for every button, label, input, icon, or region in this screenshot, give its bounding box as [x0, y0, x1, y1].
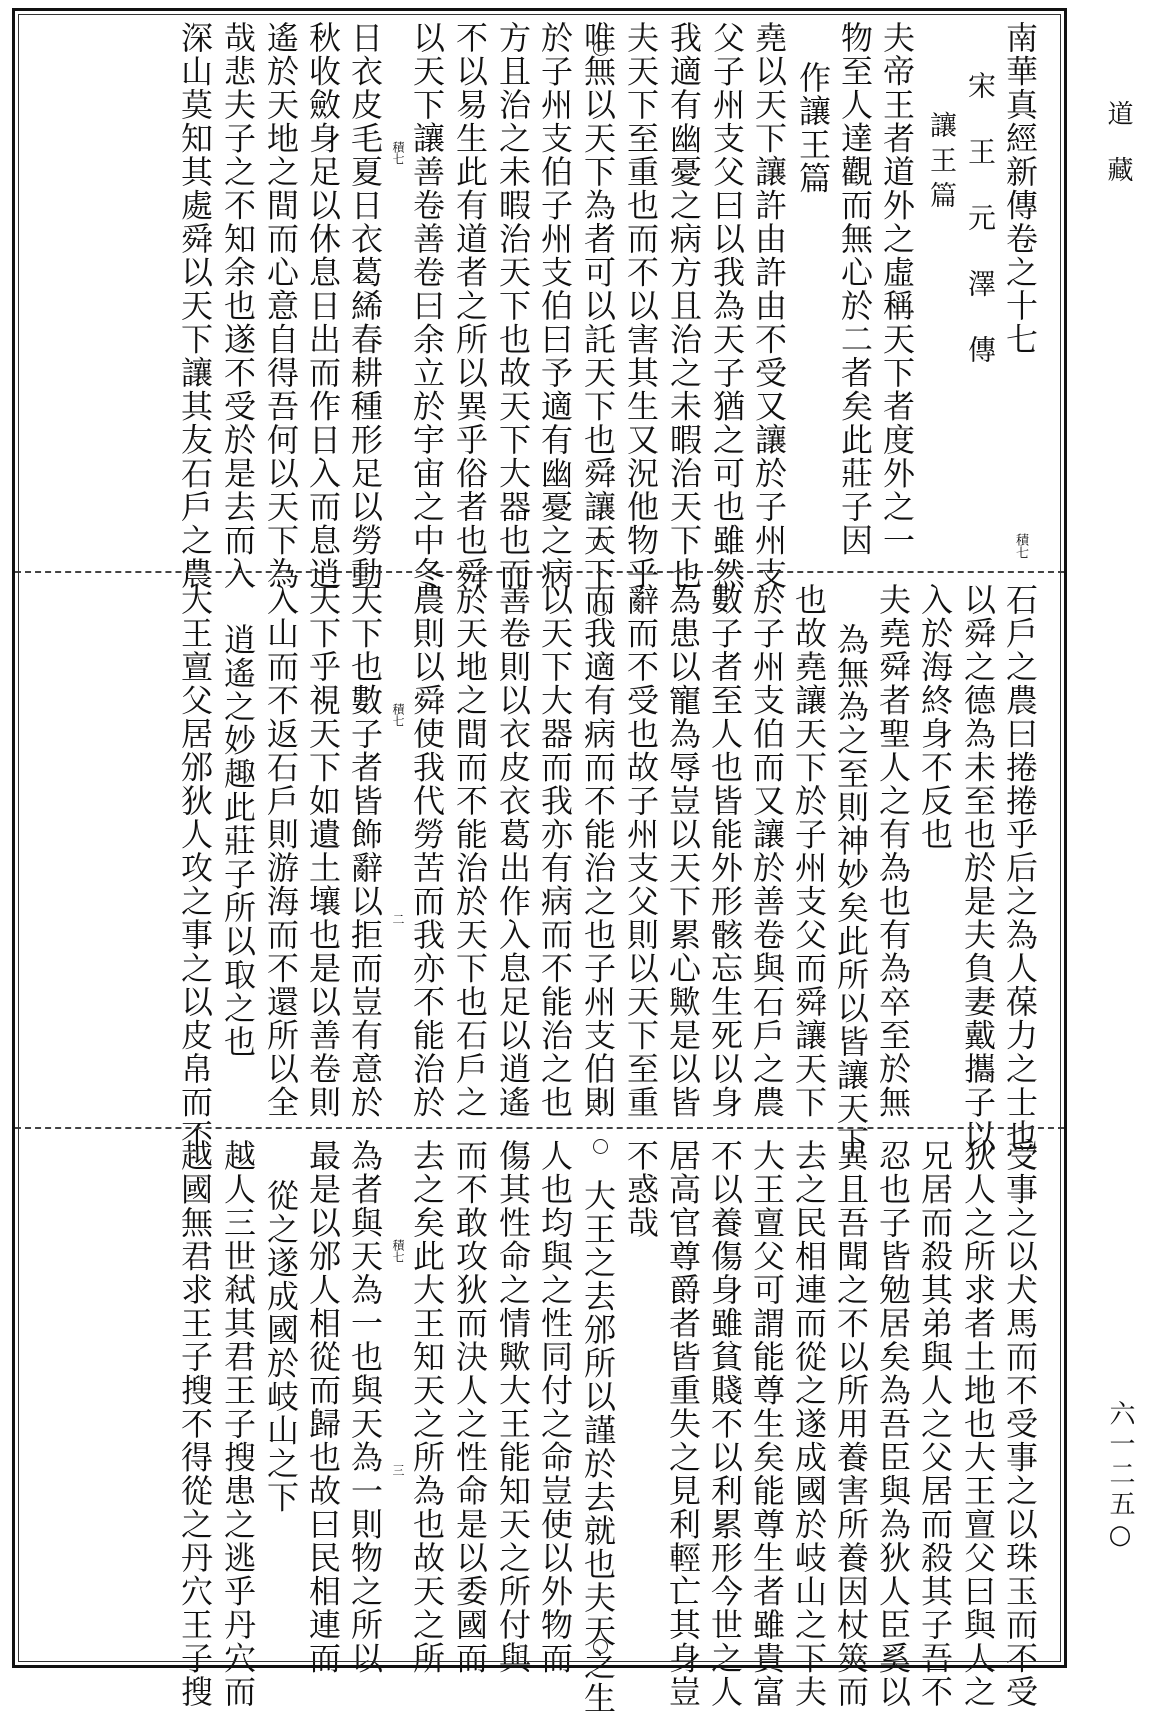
text-column: 為者與天為一也與天為一則物之所以 — [346, 1139, 384, 1675]
text-column: 入於海終身不反也 — [916, 583, 954, 851]
text-column: 傷其性命之情歟大王能知天之所付與 — [494, 1139, 532, 1675]
text-column: 不惑哉 — [622, 1139, 660, 1240]
register-top — [15, 11, 1064, 591]
circle-mark — [593, 535, 608, 550]
text-column: 大王亶父居邠狄人攻之事之以皮帛而不 — [176, 583, 214, 1153]
text-column: 作讓王篇 — [794, 61, 832, 195]
text-column: 物至人達觀而無心於二者矣此莊子因 — [836, 21, 874, 557]
folio-number: 三 — [391, 1464, 405, 1476]
text-column: 於子州支伯而又讓於善卷與石戶之農 — [748, 583, 786, 1119]
text-column: 人也均與之性同付之命豈使以外物而 — [536, 1139, 574, 1675]
text-column: 天下也數子者皆飾辭以拒而豈有意於 — [346, 583, 384, 1119]
text-column: 狄人之所求者土地也大王亶父曰與人之 — [959, 1139, 997, 1709]
text-column: 於子州支伯子州支伯曰予適有幽憂之病 — [536, 21, 574, 591]
text-column: 父子州支父曰以我為天子猶之可也雖然 — [708, 21, 746, 591]
text-column: 去之矣此大王知天之所為也故天之所 — [408, 1139, 446, 1675]
text-column: 堯以天下讓許由許由不受又讓於子州支 — [750, 21, 788, 591]
text-column: 忍也子皆勉居矣為吾臣與為狄人臣奚以 — [874, 1139, 912, 1709]
text-column: 居高官尊爵者皆重失之見利輕亡其身豈 — [664, 1139, 702, 1709]
text-column: 也故堯讓天下於子州支父而舜讓天下 — [790, 583, 828, 1119]
chapter-title: 讓王篇 — [925, 111, 956, 216]
text-column: 辭而不受也故子州支父則以天下至重 — [622, 583, 660, 1119]
text-column: 我適有幽憂之病方且治之未暇治天下也 — [665, 21, 703, 591]
text-column: 大王之去邠所以謹於去就也夫天之生 — [579, 1179, 617, 1715]
title-fascicle-note: 積七 — [1013, 533, 1028, 559]
text-column: 越國無君求王子搜不得從之丹穴王子搜 — [176, 1139, 214, 1709]
fascicle-side-note: 積七 — [391, 703, 405, 727]
fascicle-side-note: 積七 — [391, 141, 405, 165]
text-column: 兄居而殺其弟與人之父居而殺其子吾不 — [916, 1139, 954, 1709]
text-column: 石戶之農曰捲捲乎后之為人葆力之士也 — [1001, 583, 1039, 1153]
text-column: 越人三世弒其君王子搜患之逃乎丹穴而 — [219, 1139, 257, 1709]
text-column: 深山莫知其處舜以天下讓其友石戶之農 — [176, 21, 214, 591]
text-column: 去之民相連而從之遂成國於岐山之下夫 — [790, 1139, 828, 1709]
text-column: 逍遙之妙趣此莊子所以取之也 — [219, 623, 257, 1059]
text-column: 數子者至人也皆能外形骸忘生死以身 — [706, 583, 744, 1119]
text-column: 夫帝王者道外之虛稱天下者度外之一 — [878, 21, 916, 557]
text-column: 為患以寵為辱豈以天下累心歟是以皆 — [664, 583, 702, 1119]
circle-mark — [593, 1139, 608, 1154]
text-column: 哉悲夫子之不知余也遂不受於是去而入 — [219, 21, 257, 591]
text-column: 天下乎視天下如遺土壤也是以善卷則 — [304, 583, 342, 1119]
circle-mark — [593, 1097, 608, 1112]
text-column: 不以養傷身雖貧賤不以利累形今世之人 — [706, 1139, 744, 1709]
fascicle-side-note: 積七 — [391, 1239, 405, 1263]
text-column: 於天地之間而不能治於天下也石戶之 — [451, 583, 489, 1119]
text-column: 而我適有病而不能治之也子州支伯則 — [579, 583, 617, 1119]
text-column: 以舜之德為未至也於是夫負妻戴攜子以 — [959, 583, 997, 1153]
text-column: 秋收斂身足以休息日出而作日入而息逍 — [304, 21, 342, 591]
text-column: 以天下讓善卷善卷曰余立於宇宙之中冬 — [408, 21, 446, 591]
text-column: 方且治之未暇治天下也故天下大器也而 — [494, 21, 532, 591]
text-column: 為無為之至則神妙矣此所以皆讓天下 — [832, 623, 870, 1159]
text-column: 夫堯舜者聖人之有為也有為卒至於無 — [874, 583, 912, 1119]
text-column: 夫天下至重也而不以害其生又況他物乎 — [622, 21, 660, 591]
page-frame — [12, 8, 1067, 1715]
text-column: 而不敢攻狄而決人之性命是以委國而 — [451, 1139, 489, 1675]
collection-label: 道藏 — [1103, 100, 1133, 212]
text-column: 唯無以天下為者可以託天下也舜讓天下 — [579, 21, 617, 591]
text-column: 日衣皮毛夏日衣葛絺春耕種形足以勞動 — [346, 21, 384, 591]
text-column: 以天下大器而我亦有病而不能治之也 — [536, 583, 574, 1119]
folio-number: 二 — [391, 913, 405, 925]
text-column: 遙於天地之間而心意自得吾何以天下為 — [262, 21, 300, 591]
text-column: 從之遂成國於岐山之下 — [262, 1179, 300, 1514]
author-line: 宋王元澤傳 — [964, 71, 997, 401]
text-column: 入山而不返石戶則游海而不還所以全 — [262, 583, 300, 1119]
text-column: 善卷則以衣皮衣葛出作入息足以逍遙 — [494, 583, 532, 1119]
text-column: 大王亶父可謂能尊生矣能尊生者雖貴富 — [748, 1139, 786, 1709]
text-column: 異且吾聞之不以所用養害所養因杖筴而 — [832, 1139, 870, 1709]
text-column: 不以易生此有道者之所以異乎俗者也舜 — [451, 21, 489, 591]
text-column: 農則以舜使我代勞苦而我亦不能治於 — [408, 583, 446, 1119]
register-middle — [15, 571, 1064, 1159]
text-column: 最是以邠人相從而歸也故曰民相連而 — [304, 1139, 342, 1675]
text-column: 受事之以犬馬而不受事之以珠玉而不受 — [1001, 1139, 1039, 1709]
book-title: 南華真經新傳卷之十七 — [1001, 21, 1039, 356]
register-bottom — [15, 1127, 1064, 1715]
page-number: 六一二五○ — [1105, 1400, 1135, 1554]
circle-mark — [593, 1639, 608, 1654]
